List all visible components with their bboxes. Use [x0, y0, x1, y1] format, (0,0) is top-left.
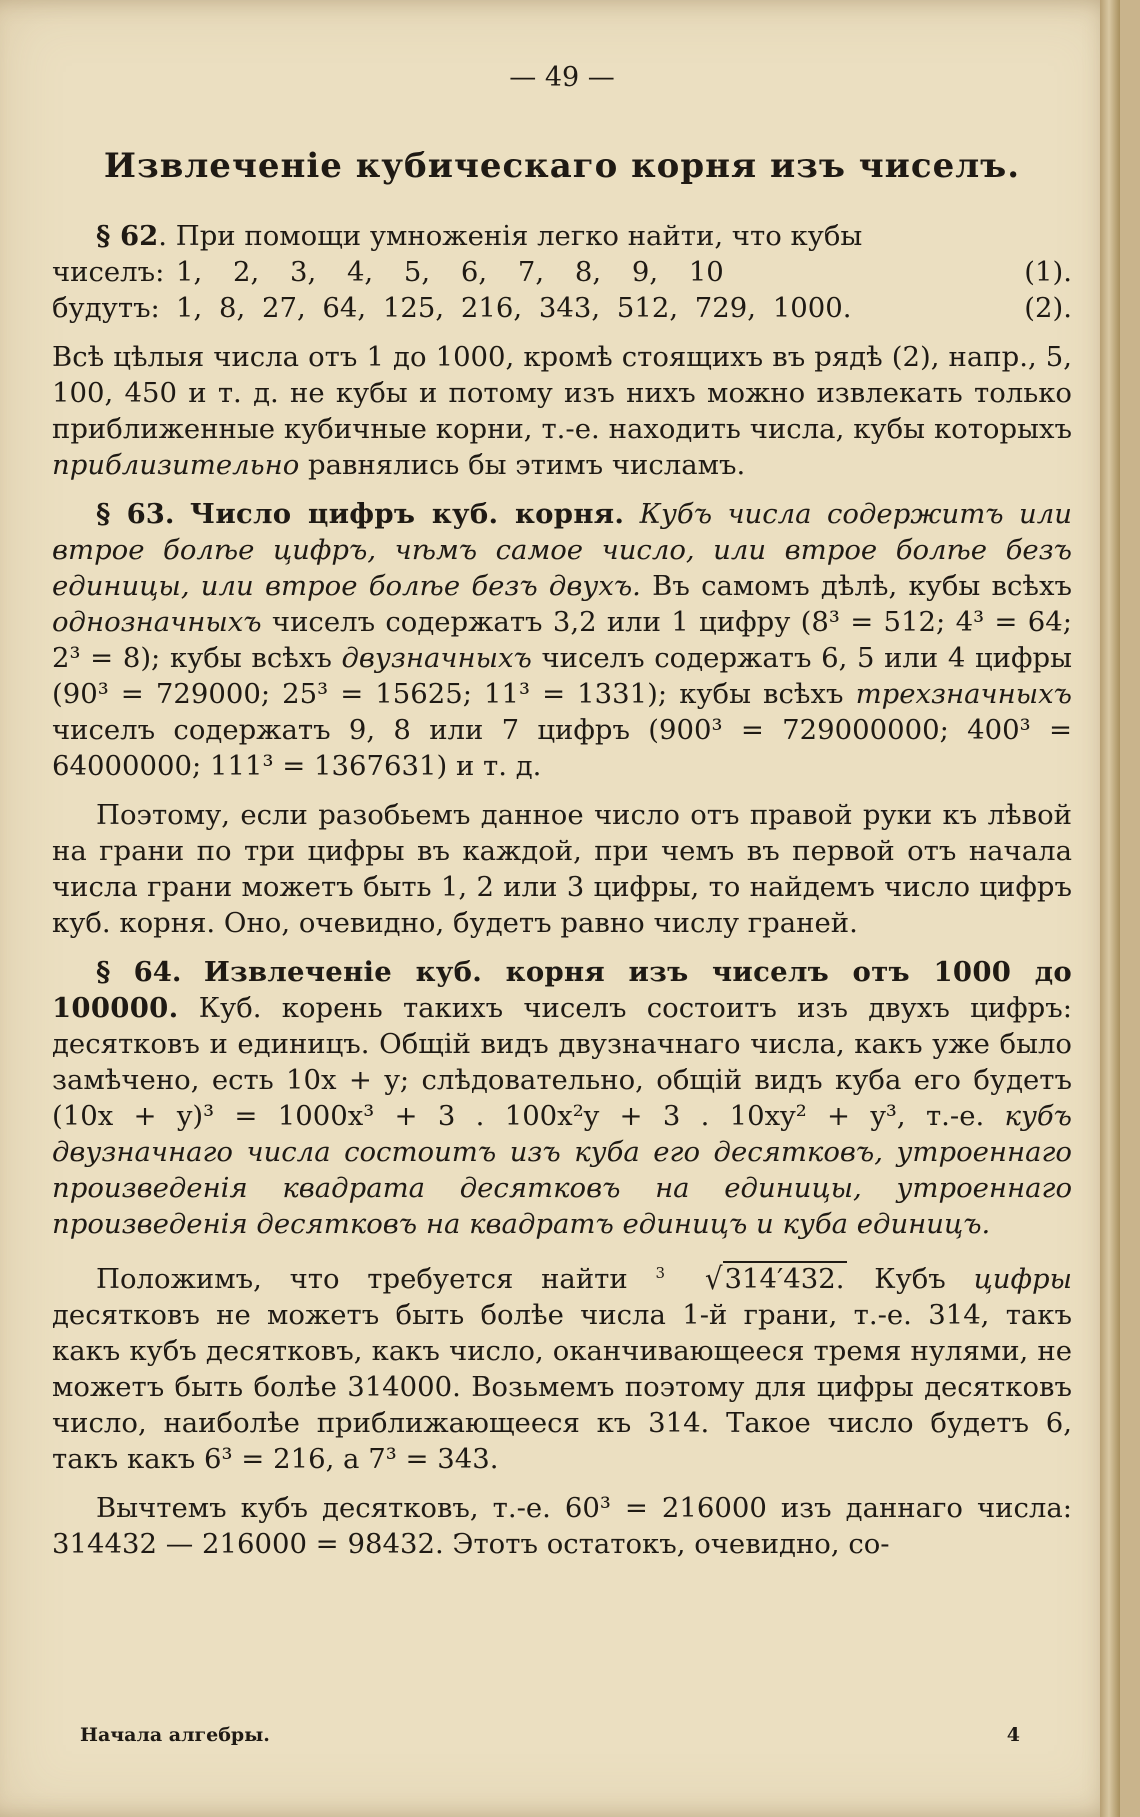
- s63-text-1: Въ самомъ дѣлѣ, кубы всѣхъ: [652, 570, 1072, 602]
- s64-heading: Извлеченіе куб. корня изъ чиселъ отъ 1000 до 100000.: [52, 956, 1072, 1024]
- s63-em-2: двузначныхъ: [341, 642, 532, 674]
- s63-number: § 63.: [96, 498, 175, 530]
- root-radicand: 314′432.: [724, 1263, 845, 1296]
- page-number: — 49 —: [509, 62, 615, 93]
- s64-rule: кубъ двузначнаго числа состоитъ изъ куба его десятковъ, утроеннаго произведенія квадрата десятковъ на единицы, утроеннаго произведенія десятковъ на квадратъ единицъ и куба единицъ.: [52, 1100, 1073, 1240]
- chapter-title: Извлеченіе кубическаго корня изъ чиселъ.: [103, 146, 1021, 186]
- s64-paragraph: [52, 954, 1072, 1242]
- page-footer: [80, 1724, 1020, 1746]
- numbers-row-1: [52, 254, 1072, 290]
- s63-em-3: трехзначныхъ: [855, 678, 1072, 710]
- s63-em-1: однозначныхъ: [52, 606, 262, 638]
- s63-paragraph-2: Поэтому, если разобьемъ данное число отъ правой руки къ лѣвой на грани по три цифры въ каждой, при чемъ въ первой отъ начала числа грани можетъ быть 1, 2 или 3 цифры, то найдемъ число цифръ куб. корня. Оно, очевидно, будетъ равно числу граней.: [52, 799, 1072, 939]
- s64-number: § 64.: [96, 956, 182, 988]
- s62-intro-text: . При помощи умноженія легко найти, что кубы: [158, 220, 863, 252]
- row1-tag: (1).: [1024, 256, 1072, 288]
- s63-rule: Кубъ числа содержитъ или втрое болѣе цифръ, чѣмъ самое число, или втрое болѣе безъ единицы, или втрое болѣе безъ двухъ.: [52, 498, 1072, 602]
- s63-paragraph: [52, 496, 1072, 784]
- row2-tag: (2).: [1024, 292, 1072, 324]
- s62-text-b: равнялись бы этимъ числамъ.: [299, 449, 746, 481]
- s64-p2-em: цифры: [973, 1263, 1073, 1296]
- row2-values: 1, 8, 27, 64, 125, 216, 343, 512, 729, 1000.: [176, 292, 852, 324]
- signature-mark: 4: [1006, 1724, 1020, 1746]
- s62-text-a: Всѣ цѣлыя числа отъ 1 до 1000, кромѣ стоящихъ въ рядѣ (2), напр., 5, 100, 450 и т. д. не кубы и потому изъ нихъ можно извлекать только приближенные кубичные корни, т.-е. находить числа, кубы которыхъ: [52, 341, 1072, 445]
- cube-root-expression: [655, 1263, 846, 1295]
- s64-p2-c: десятковъ не можетъ быть болѣе числа 1-й грани, т.-е. 314, такъ какъ кубъ десятковъ, какъ число, оканчивающееся тремя нулями, не можетъ быть болѣе 314000. Возьмемъ поэтому для цифры десятковъ число, наиболѣе приближающееся къ 314. Такое число будетъ 6, такъ какъ 6³ = 216, а 7³ = 343.: [52, 1299, 1072, 1476]
- root-index: 3: [655, 1264, 666, 1282]
- s63-text-4: чиселъ содержатъ 9, 8 или 7 цифръ (900³ = 729000000; 400³ = 64000000; 111³ = 1367631) и т. д.: [52, 714, 1072, 782]
- s62-emphasis: приблизительно: [52, 449, 300, 481]
- s63-text-2: чиселъ содержатъ 3,2 или 1 цифру (8³ = 512; 4³ = 64; 2³ = 8); кубы всѣхъ: [52, 606, 1072, 674]
- s64-p2-a: Положимъ, что требуется найти: [96, 1263, 628, 1296]
- book-title: Начала алгебры.: [80, 1724, 270, 1746]
- s64-paragraph-2: [52, 1255, 1072, 1477]
- row2-label: будутъ:: [52, 292, 160, 324]
- s62-paragraph: [52, 339, 1072, 483]
- s63-text-3: чиселъ содержатъ 6, 5 или 4 цифры (90³ = 729000; 25³ = 15625; 11³ = 1331); кубы всѣхъ: [52, 642, 1072, 710]
- s62-intro: [96, 218, 1072, 254]
- page-content: [52, 60, 1072, 1575]
- row1-label: чиселъ:: [52, 256, 165, 288]
- s64-paragraph-3: Вычтемъ кубъ десятковъ, т.-е. 60³ = 216000 изъ даннаго числа: 314432 — 216000 = 98432. Этотъ остатокъ, очевидно, со-: [52, 1492, 1072, 1561]
- row1-values: 1, 2, 3, 4, 5, 6, 7, 8, 9, 10: [176, 256, 724, 288]
- page-edge: [1100, 0, 1120, 1817]
- s62-number: § 62: [96, 220, 159, 252]
- s63-heading: Число цифръ куб. корня.: [189, 498, 625, 530]
- s64-p2-b: Кубъ: [874, 1263, 946, 1296]
- numbers-row-2: [52, 290, 1072, 326]
- radical-icon: √: [705, 1261, 723, 1297]
- s64-text-1: Куб. корень такихъ чиселъ состоитъ изъ двухъ цифръ: десятковъ и единицъ. Общій видъ двузначнаго числа, какъ уже было замѣчено, есть 10x + y; слѣдовательно, общій видъ куба его будетъ (10x + y)³ = 1000x³ + 3 . 100x²y + 3 . 10xy² + y³, т.-е.: [52, 992, 1072, 1132]
